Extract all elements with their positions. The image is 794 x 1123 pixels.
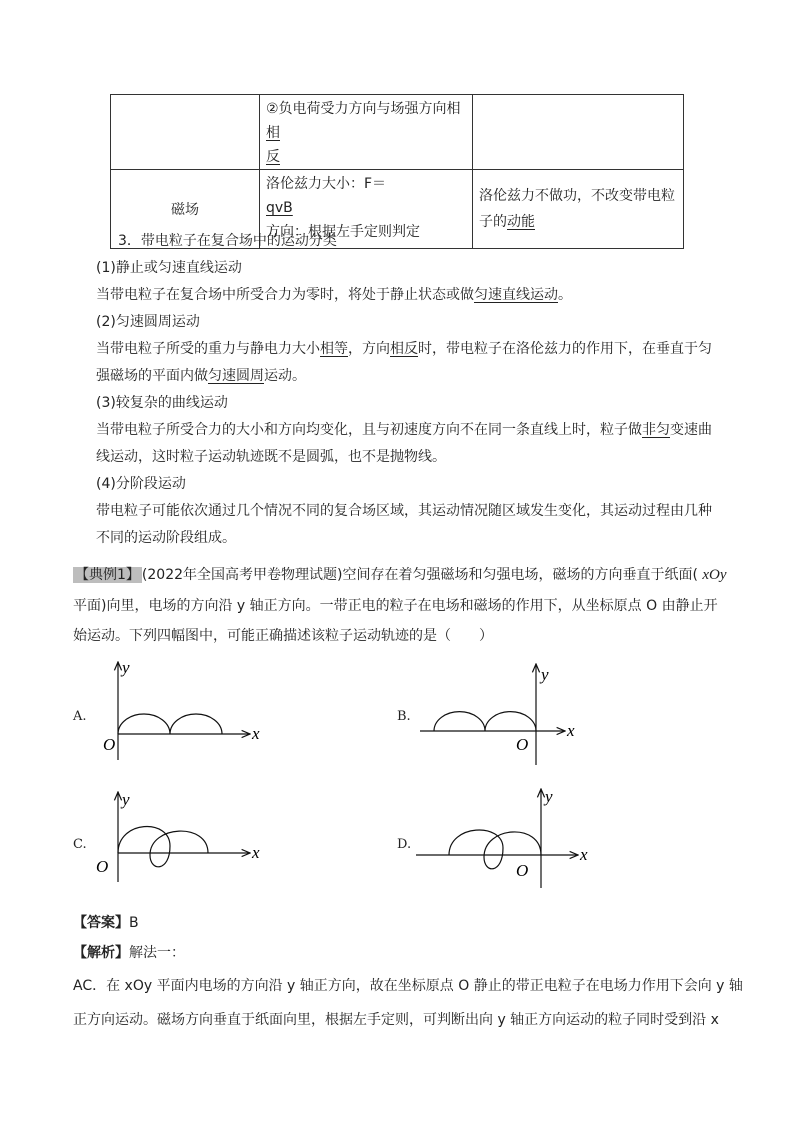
analysis-line: 【解析】解法一： [73,945,185,961]
axis-x-label: x [580,845,588,864]
axis-x-label: x [567,721,575,740]
cell-text: ②负电荷受力方向与场强方向相 [266,101,461,117]
cell-text: 动能 [507,214,535,230]
section-heading: 3．带电粒子在复合场中的运动分类 [118,233,337,249]
axis-x-label: x [252,843,260,862]
paragraph-line: 当带电粒子所受的重力与静电力大小相等，方向相反时，带电粒子在洛伦兹力的作用下，在垂直于匀 [96,341,712,357]
origin-label: O [516,861,529,880]
paragraph-line: 当带电粒子所受合力的大小和方向均变化，且与初速度方向不在同一条直线上时，粒子做非匀变速曲 [96,422,712,438]
analysis-paragraph-line: 正方向运动。磁场方向垂直于纸面向里，根据左手定则，可判断出向 y 轴正方向运动的粒子同时受到沿 x [73,1012,719,1028]
axis-y-label: y [122,658,130,677]
cell-text: qvB [266,200,293,216]
example-question-line: 【典例1】 (2022年全国高考甲卷物理试题)空间存在着匀强磁场和匀强电场，磁场的方向垂直于纸面( xOy [75,567,727,583]
cell-text: 洛伦兹力大小：F＝ [266,176,387,192]
option-d-label: D. [397,837,412,852]
example-question-line: 平面)向里，电场的方向沿 y 轴正方向。一带正电的粒子在电场和磁场的作用下，从坐标原点 O 由静止开 [73,598,718,614]
origin-label: O [516,735,529,754]
cell-text: 反 [266,149,280,165]
example-tag: 【典例1】 [75,567,140,583]
origin-label: O [103,735,116,754]
subsection-title: (4)分阶段运动 [96,476,186,492]
cell-text: 子的 [479,214,507,230]
axis-y-label: y [122,790,130,809]
paragraph-line: 当带电粒子在复合场中所受合力为零时，将处于静止状态或做匀速直线运动。 [96,287,572,303]
paragraph-line: 线运动，这时粒子运动轨迹既不是圆弧，也不是抛物线。 [96,449,446,465]
axis-y-label: y [545,787,553,806]
cell-label: 磁场 [171,202,199,218]
option-b-label: B. [397,709,411,724]
figure-c [118,792,250,882]
paragraph-line: 强磁场的平面内做匀速圆周运动。 [96,368,306,384]
axis-y-label: y [541,665,549,684]
cell-text: 洛伦兹力不做功，不改变带电粒 [479,188,675,204]
option-c-label: C. [73,837,87,852]
analysis-paragraph-line: AC．在 xOy 平面内电场的方向沿 y 轴正方向，故在坐标原点 O 静止的带正电粒子在电场力作用下会向 y 轴 [73,978,743,994]
option-a-label: A. [73,709,87,724]
answer-label: 【答案】 [73,915,129,931]
axis-x-label: x [252,724,260,743]
origin-label: O [96,857,109,876]
paragraph-line: 带电粒子可能依次通过几个情况不同的复合场区域，其运动情况随区域发生变化，其运动过程由几种 [96,503,712,519]
paragraph-line: 不同的运动阶段组成。 [96,530,236,546]
analysis-label: 【解析】 [73,945,129,961]
example-question-line: 始运动。下列四幅图中，可能正确描述该粒子运动轨迹的是（ ） [73,628,493,644]
answer-line [73,914,139,932]
subsection-title: (1)静止或匀速直线运动 [96,260,242,276]
table-cell: ②负电荷受力方向与场强方向相相 反 [260,95,473,170]
cell-text: 方向：根据左手定则判定 [266,224,420,240]
figure-d [416,789,578,888]
answer-value: B [129,915,139,931]
figure-a [118,662,250,760]
subsection-title: (3)较复杂的曲线运动 [96,395,228,411]
subsection-title: (2)匀速圆周运动 [96,314,200,330]
